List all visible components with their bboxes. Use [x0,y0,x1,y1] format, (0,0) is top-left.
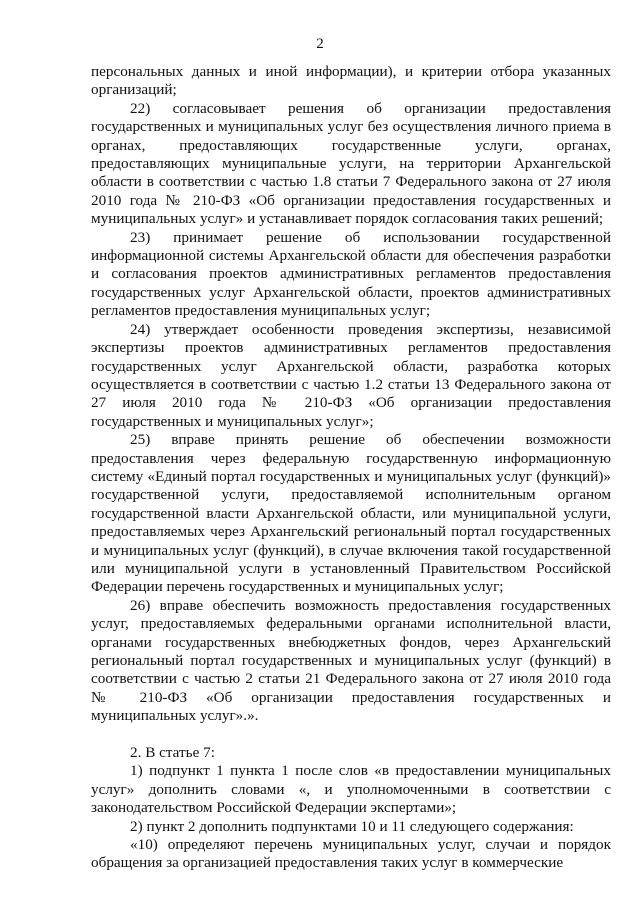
paragraph: 24) утверждает особенности проведения экспертизы, независимой экспертизы проектов административных регламентов предоставления государственных услуг Архангельской области, разработка которых осуществляется в соответствии с частью 1.2 статьи 13 Федерального закона от 27 июля 2010 года № 210-ФЗ «Об организации предоставления государственных и муниципальных услуг»; [91,320,611,430]
document-body [91,63,611,873]
paragraph: «10) определяют перечень муниципальных услуг, случаи и порядок обращения за организацией предоставления таких услуг в коммерческие [91,836,611,872]
paragraph: 25) вправе принять решение об обеспечении возможности предоставления через федеральную государственную информационную систему «Единый портал государственных и муниципальных услуг (функций)» государственной услуги, предоставляемой исполнительным органом государственной власти Архангельской области, или муниципальной услуги, предоставляемых через Архангельский региональный портал государственных и муниципальных услуг (функций), в случае включения такой государственной или муниципальной услуги в установленный Правительством Российской Федерации перечень государственных и муниципальных услуг; [91,431,611,596]
paragraph: персональных данных и иной информации), и критерии отбора указанных организаций; [91,63,611,99]
paragraph: 1) подпункт 1 пункта 1 после слов «в предоставлении муниципальных услуг» дополнить словами «, и уполномоченными в соответствии с законодательством Российской Федерации экспертами»; [91,762,611,817]
paragraph: 23) принимает решение об использовании государственной информационной системы Архангельской области для обеспечения разработки и согласования проектов административных регламентов предоставления государственных услуг Архангельской области, проектов административных регламентов предоставления муниципальных услуг; [91,228,611,320]
paragraph: 2) пункт 2 дополнить подпунктами 10 и 11 следующего содержания: [130,817,574,835]
paragraph: 2. В статье 7: [130,744,215,762]
page-number: 2 [316,36,324,52]
paragraph-spacer [91,726,611,744]
paragraph: 22) согласовывает решения об организации предоставления государственных и муниципальных услуг без осуществления личного приема в органах, предоставляющих государственные услуги, органах, предоставляющих муниципальные услуги, на территории Архангельской области в соответствии с частью 1.8 статьи 7 Федерального закона от 27 июля 2010 года № 210-ФЗ «Об организации предоставления государственных и муниципальных услуг» и устанавливает порядок согласования таких решений; [91,99,611,228]
paragraph: 26) вправе обеспечить возможность предоставления государственных услуг, предоставляемых федеральными органами исполнительной власти, органами государственных внебюджетных фондов, через Архангельский региональный портал государственных и муниципальных услуг (функций) в соответствии с частью 2 статьи 21 Федерального закона от 27 июля 2010 года № 210-ФЗ «Об организации предоставления государственных и муниципальных услуг».». [91,596,611,725]
